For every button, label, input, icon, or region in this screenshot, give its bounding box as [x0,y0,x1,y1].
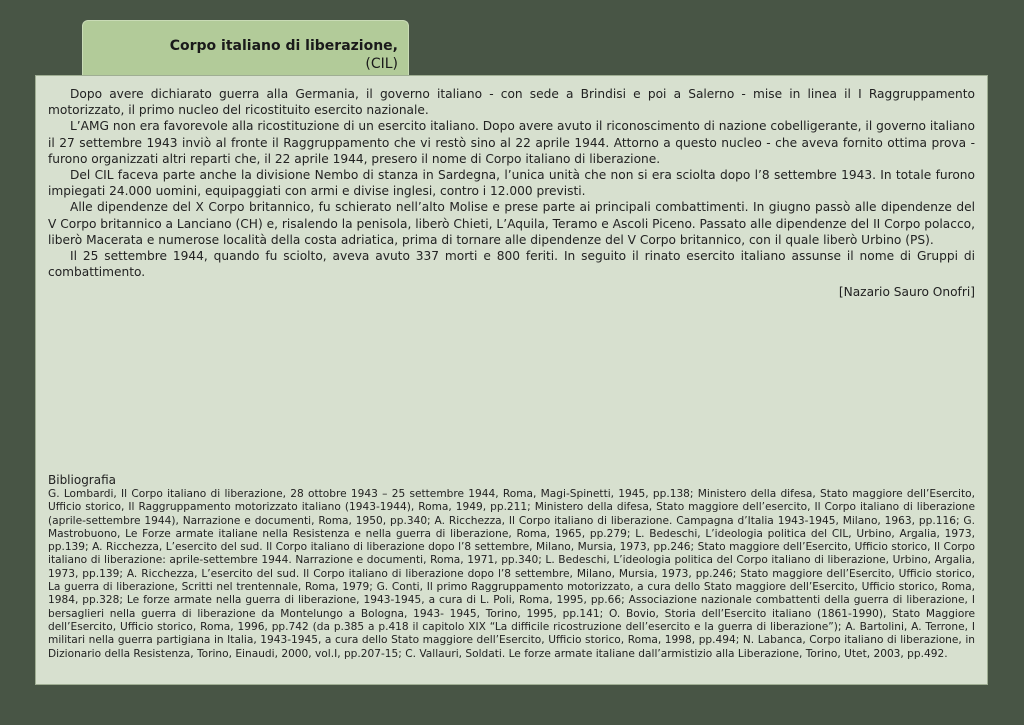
title-tab [82,20,409,80]
paragraph: Del CIL faceva parte anche la divisione Nembo di stanza in Sardegna, l’unica unità che non si era sciolta dopo l’8 settembre 1943. In totale furono impiegati 24.000 uomini, equipaggiati con armi e divise inglesi, contro i 12.000 previsti. [48,168,975,199]
content-panel [35,75,988,685]
paragraph: Il 25 settembre 1944, quando fu sciolto, aveva avuto 337 morti e 800 feriti. In seguito il rinato esercito italiano assunse il nome di Gruppi di combattimento. [48,249,975,280]
paragraph: Dopo avere dichiarato guerra alla Germania, il governo italiano - con sede a Brindisi e poi a Salerno - mise in linea il I Raggruppamento motorizzato, il primo nucleo del ricostituito esercito nazionale. [48,87,975,118]
paragraph: L’AMG non era favorevole alla ricostituzione di un esercito italiano. Dopo avere avuto il riconoscimento di nazione cobelligerante, il governo italiano il 27 settembre 1943 inviò al fronte il Raggruppamento che vi restò sino al 22 aprile 1944. Attorno a questo nucleo - che aveva fornito ottima prova - furono organizzati altri reparti che, il 22 aprile 1944, presero il nome di Corpo italiano di liberazione. [48,119,975,166]
page-subtitle: (CIL) [365,56,398,72]
bibliography [48,472,975,661]
paragraph: Alle dipendenze del X Corpo britannico, fu schierato nell’alto Molise e prese parte ai principali combattimenti. In giugno passò alle dipendenze del V Corpo britannico a Lanciano (CH) e, risalendo la penisola, liberò Chieti, L’Aquila, Teramo e Ascoli Piceno. Passato alle dipendenze del II Corpo polacco, liberò Macerata e numerose località della costa adriatica, prima di tornare alle dipendenze del V Corpo britannico, con il quale liberò Urbino (PS). [48,200,975,247]
bibliography-text: G. Lombardi, Il Corpo italiano di liberazione, 28 ottobre 1943 – 25 settembre 1944, Roma, Magi-Spinetti, 1945, pp.138; Ministero della difesa, Stato maggiore dell’Esercito, Ufficio storico, Il Raggruppamento motorizzato italiano (1943-1944), Roma, 1949, pp.211; Ministero della difesa, Stato maggiore dell’esercito, Il Corpo italiano di liberazione (aprile-settembre 1944), Narrazione e documenti, Roma, 1950, pp.340; A. Ricchezza, Il Corpo italiano di liberazione. Campagna d’Italia 1943-1945, Milano, 1963, pp.116; G. Mastrobuono, Le Forze armate italiane nella Resistenza e nella guerra di liberazione, Roma, 1965, pp.279; L. Bedeschi, L’ideologia politica del CIL, Urbino, Argalia, 1973, pp.139; A. Ricchezza, L’esercito del sud. Il Corpo italiano di liberazione dopo l’8 settembre, Milano, Mursia, 1973, pp.246; Stato maggiore dell’Esercito, Ufficio storico, Il Corpo italiano di liberazione: aprile-settembre 1944. Narrazione e documenti, Roma, 1971, pp.340; L. Bedeschi, L’ideologia politica del Corpo italiano di liberazione, Urbino, Argalia, 1973, pp.139; A. Ricchezza, L’esercito del sud. Il Corpo italiano di liberazione dopo l’8 settembre, Milano, Mursia, 1973, pp.246; Stato maggiore dell’Esercito, Ufficio storico, La guerra di liberazione, Scritti nel trentennale, Roma, 1979; G. Conti, Il primo Raggruppamento motorizzato, a cura dello Stato maggiore dell’Esercito, Ufficio storico, Roma, 1984, pp.328; Le forze armate nella guerra di liberazione, 1943-1945, a cura di L. Poli, Roma, 1995, pp.66; Associazione nazionale combattenti della guerra di liberazione, I bersaglieri nella guerra di liberazione da Montelungo a Bologna, 1943- 1945, Torino, 1995, pp.141; O. Bovio, Storia dell’Esercito italiano (1861-1990), Stato Maggiore dell’Esercito, Ufficio storico, Roma, 1996, pp.742 (da p.385 a p.418 il capitolo XIX “La difficile ricostruzione dell’esercito e la guerra di liberazione”); A. Bartolini, A. Terrone, I militari nella guerra partigiana in Italia, 1943-1945, a cura dello Stato maggiore dell’Esercito, Ufficio storico, Roma, 1998, pp.494; N. Labanca, Corpo italiano di liberazione, in Dizionario della Resistenza, Torino, Einaudi, 2000, vol.I, pp.207-15; C. Vallauri, Soldati. Le forze armate italiane dall’armistizio alla Liberazione, Torino, Utet, 2003, pp.492. [48,488,975,660]
bibliography-title: Bibliografia [48,473,117,487]
page-title: Corpo italiano di liberazione, [169,38,398,54]
author-signature: [Nazario Sauro Onofri] [838,285,975,300]
